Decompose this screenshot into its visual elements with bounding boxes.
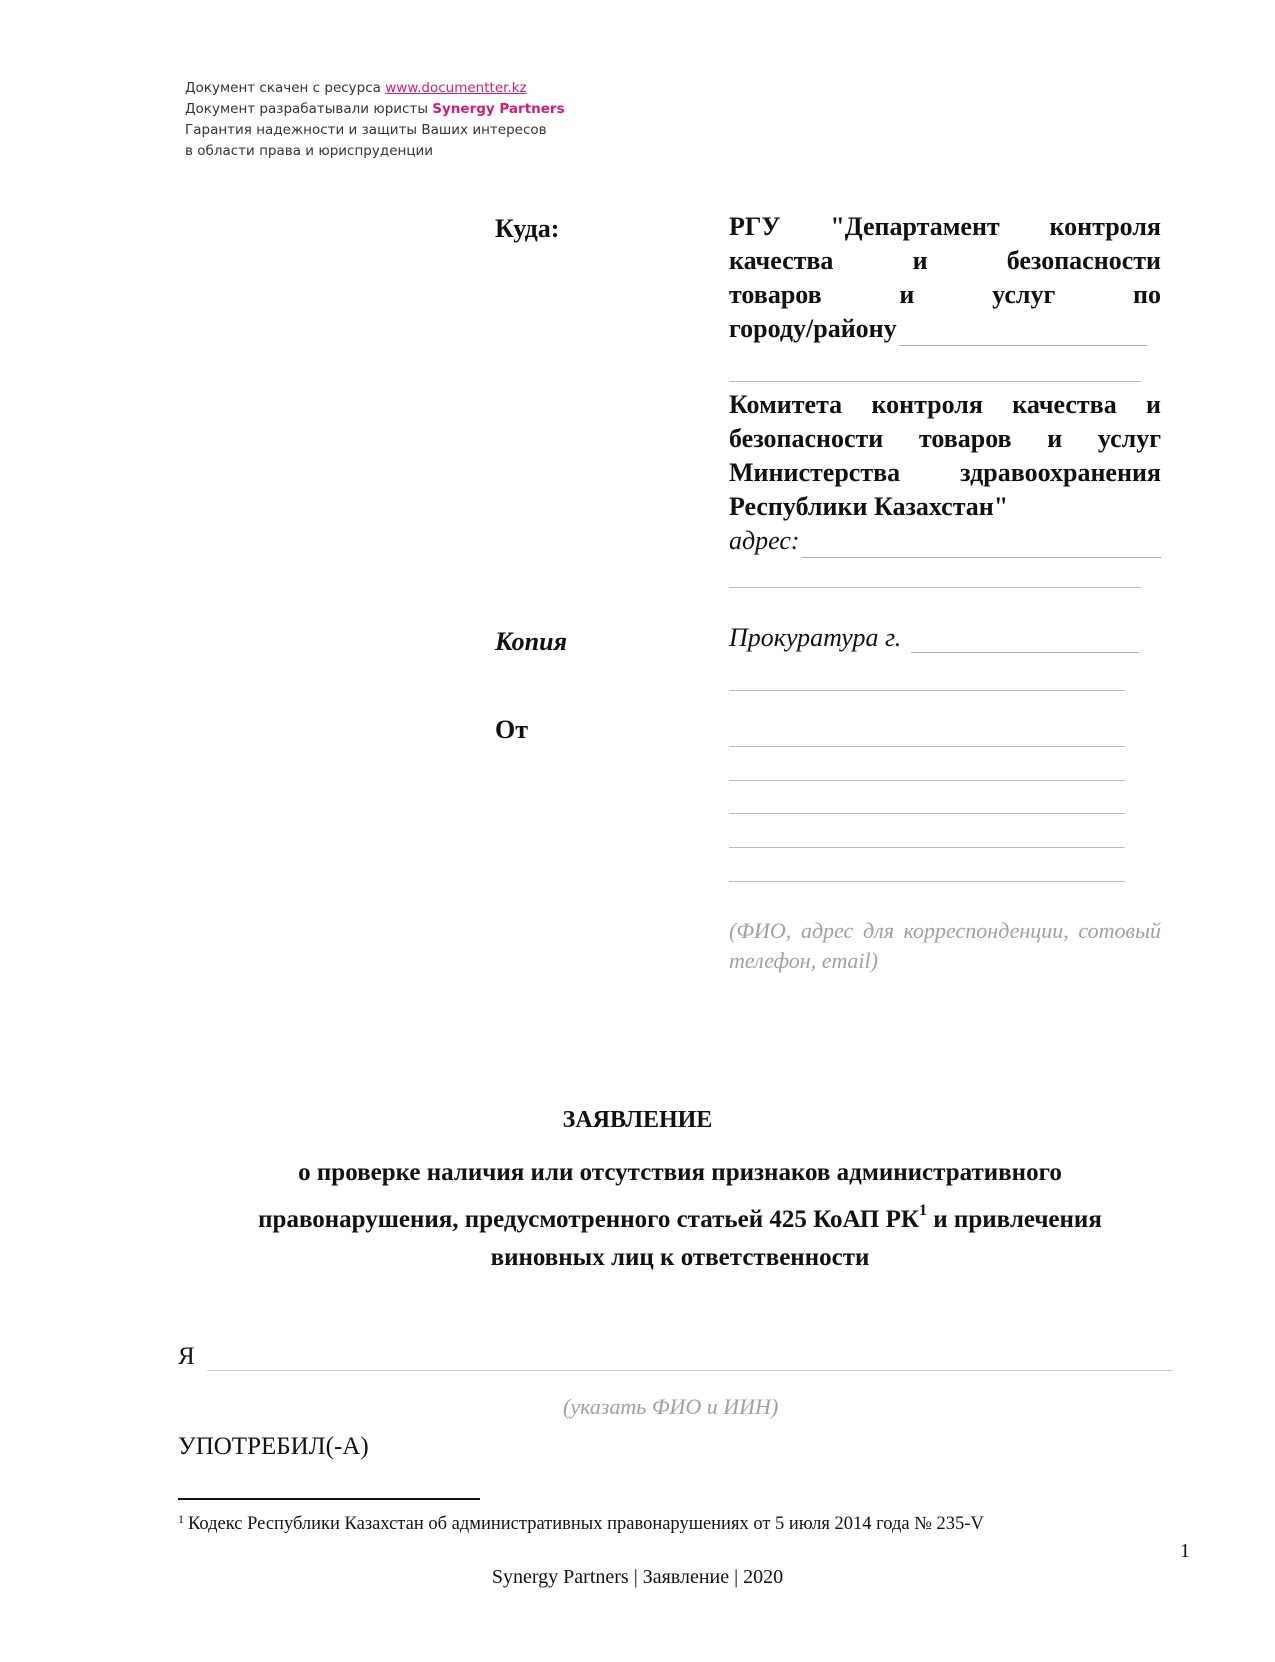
header-line-guarantee: Гарантия надежности и защиты Ваших интересов <box>185 122 547 138</box>
address-label: адрес: <box>729 526 800 555</box>
applicant-row <box>178 1343 1173 1371</box>
footnote <box>178 1512 984 1535</box>
from-blank-line-5[interactable] <box>729 881 1125 882</box>
recipient-line-4: городу/району <box>729 314 897 343</box>
applicant-blank[interactable] <box>207 1344 1173 1371</box>
page-footer: Synergy Partners | Заявление | 2020 <box>491 1566 784 1588</box>
document-header <box>185 78 565 162</box>
recipient-line-3: товаров и услуг по <box>729 280 1161 309</box>
copy-value: Прокуратура г. <box>729 623 902 652</box>
from-label: От <box>495 715 528 744</box>
header-line-field: в области права и юриспруденции <box>185 143 434 159</box>
copy-row <box>729 623 1161 653</box>
applicant-label: Я <box>178 1343 195 1370</box>
subtitle-line-1: о проверке наличия или отсутствия признаков административного <box>298 1159 1062 1186</box>
from-hint: (ФИО, адрес для корреспонденции, сотовый телефон, email) <box>729 918 1161 973</box>
city-blank[interactable] <box>899 319 1147 346</box>
committee-line-4: Республики Казахстан" <box>729 492 1009 521</box>
committee-line-1: Комитета контроля качества и <box>729 390 1161 419</box>
recipient-city-row <box>729 312 1161 346</box>
source-link[interactable]: www.documentter.kz <box>385 80 527 96</box>
recipient-line-2: качества и безопасности <box>729 246 1161 275</box>
address-blank-line-2[interactable] <box>729 587 1141 588</box>
consumed-heading: УПОТРЕБИЛ(-А) <box>178 1433 369 1460</box>
header-line-source: Документ скачен с ресурса www.documentter.kz <box>185 80 527 96</box>
from-blank-line-4[interactable] <box>729 847 1125 848</box>
address-blank[interactable] <box>802 531 1161 558</box>
from-blank-line-3[interactable] <box>729 813 1125 814</box>
footnote-text: Кодекс Республики Казахстан об административных правонарушениях от 5 июля 2014 года № 235-V <box>188 1514 984 1534</box>
document-subtitle <box>180 1154 1180 1277</box>
applicant-hint: (указать ФИО и ИИН) <box>563 1394 779 1419</box>
document-title: ЗАЯВЛЕНИЕ <box>562 1107 713 1133</box>
copy-city-blank[interactable] <box>911 626 1139 653</box>
address-row <box>729 524 1161 558</box>
from-blank-line-2[interactable] <box>729 780 1125 781</box>
footnote-mark: 1 <box>178 1512 184 1526</box>
committee-line-2: безопасности товаров и услуг <box>729 424 1161 453</box>
page-number: 1 <box>1180 1540 1190 1562</box>
brand-name: Synergy Partners <box>432 101 565 117</box>
footnote-separator <box>178 1498 480 1500</box>
recipient-blank-line[interactable] <box>729 381 1141 382</box>
copy-label: Копия <box>495 627 567 656</box>
committee-block <box>729 388 1161 558</box>
committee-line-3: Министерства здравоохранения <box>729 458 1161 487</box>
copy-blank-line-2[interactable] <box>729 690 1125 691</box>
recipient-line-1: РГУ "Департамент контроля <box>729 212 1161 241</box>
footnote-ref[interactable]: 1 <box>919 1202 928 1219</box>
to-label: Куда: <box>495 214 560 243</box>
subtitle-line-2: правонарушения, предусмотренного статьей 425 КоАП $РК^1$ и привлечения <box>258 1202 1102 1233</box>
subtitle-line-3: виновных лиц к ответственности <box>490 1244 870 1271</box>
header-line-authors: Документ разрабатывали юристы Synergy Partners <box>185 101 565 117</box>
recipient-block <box>729 210 1161 346</box>
from-blank-line-1[interactable] <box>729 746 1125 747</box>
